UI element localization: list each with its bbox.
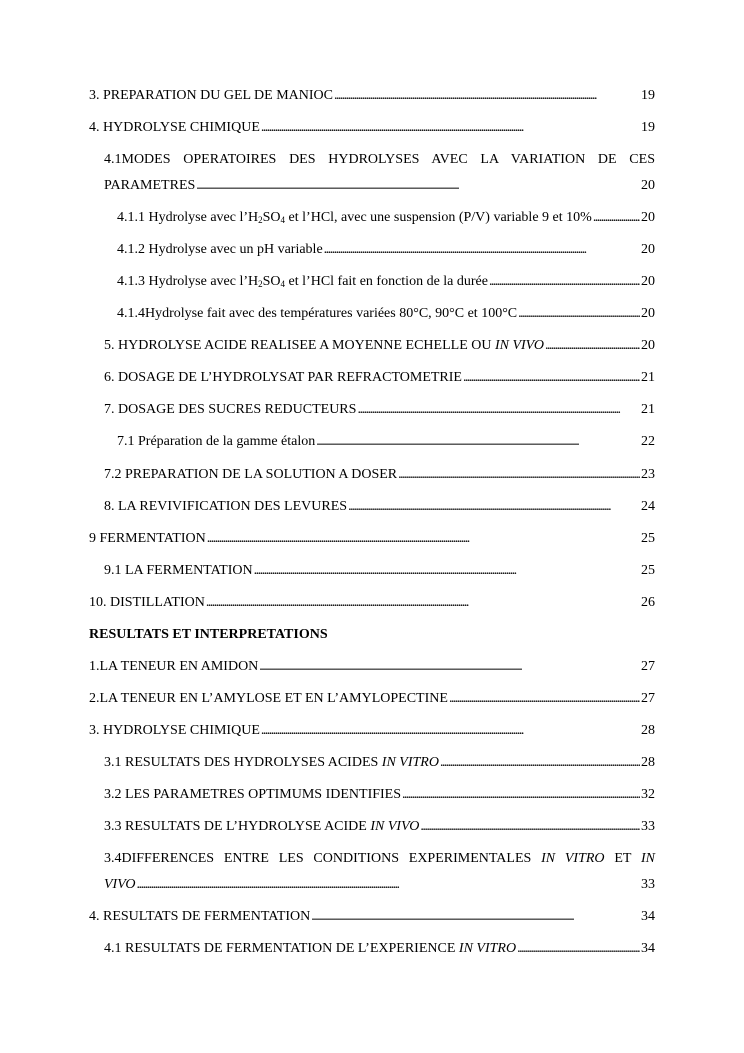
dot-leader	[196, 178, 640, 194]
toc-entry	[117, 274, 655, 290]
toc-entry	[89, 531, 655, 547]
toc-entry	[117, 434, 655, 450]
toc-entry-text: 2.LA TENEUR EN L’AMYLOSE ET EN L’AMYLOPECTINE	[89, 691, 448, 706]
toc-entry-text: 1.LA TENEUR EN AMIDON	[89, 659, 259, 674]
dot-leader	[357, 402, 640, 418]
toc-page-number: 27	[641, 659, 655, 674]
dot-leader	[518, 306, 640, 322]
toc-page-number: 34	[641, 941, 655, 956]
dot-leader	[207, 531, 640, 547]
toc-entry-text: 4.1.4Hydrolyse fait avec des températures variées 80°C, 90°C et 100°C	[117, 306, 518, 321]
toc-page-number: 22	[641, 434, 655, 449]
toc-entry	[104, 467, 655, 483]
toc-page-number: 23	[641, 467, 655, 482]
toc-entry	[89, 88, 655, 104]
dot-leader	[206, 595, 640, 611]
toc-page-number: 20	[641, 178, 655, 193]
dot-leader	[254, 563, 640, 579]
dot-leader	[316, 434, 640, 450]
toc-page-number: 21	[641, 370, 655, 385]
dot-leader	[440, 755, 640, 771]
dot-leader	[593, 210, 640, 226]
toc-entry	[104, 402, 655, 418]
dot-leader	[136, 877, 640, 893]
toc-entry	[104, 499, 655, 515]
toc-entry	[89, 723, 655, 739]
toc-entry-text: 4.1MODES OPERATOIRES DES HYDROLYSES AVEC LA VARIATION DE CES	[104, 152, 655, 167]
toc-entry-text: 3.1 RESULTATS DES HYDROLYSES ACIDES IN VITRO	[104, 755, 439, 770]
toc-entry	[89, 909, 655, 925]
toc-entry	[104, 338, 655, 354]
toc-entry-text: VIVO	[104, 877, 136, 892]
toc-page-number: 20	[641, 242, 655, 257]
dot-leader	[489, 274, 640, 290]
toc-entry-text: 4.1.1 Hydrolyse avec $l’H_2SO_4$ et l’HCl, avec une suspension (P/V) variable 9 et 10%	[117, 210, 592, 225]
toc-entry	[89, 595, 655, 611]
toc-entry-text: 4. HYDROLYSE CHIMIQUE	[89, 120, 260, 135]
toc-entry-text: PARAMETRES	[104, 178, 196, 193]
toc-page-number: 21	[641, 402, 655, 417]
toc-page-number: 20	[641, 210, 655, 225]
toc-entry	[104, 941, 655, 957]
toc-entry-text: 7.1 Préparation de la gamme étalon	[117, 434, 316, 449]
toc-page-number: 20	[641, 306, 655, 321]
dot-leader	[259, 659, 640, 675]
dot-leader	[398, 467, 640, 483]
dot-leader	[311, 909, 640, 925]
dot-leader	[348, 499, 640, 515]
toc-entry	[104, 877, 655, 893]
toc-entry-text: 8. LA REVIVIFICATION DES LEVURES	[104, 499, 348, 514]
dot-leader	[324, 242, 640, 258]
toc-entry-text: 3.3 RESULTATS DE L’HYDROLYSE ACIDE IN VIVO	[104, 819, 420, 834]
toc-entry-text: 7. DOSAGE DES SUCRES REDUCTEURS	[104, 402, 357, 417]
toc-entry	[104, 755, 655, 771]
toc-page-number: 33	[641, 819, 655, 834]
toc-page-number: 20	[641, 338, 655, 353]
toc-page-number: 19	[641, 120, 655, 135]
toc-entry	[104, 563, 655, 579]
toc-entry-text: 3. HYDROLYSE CHIMIQUE	[89, 723, 260, 738]
toc-page-number: 28	[641, 723, 655, 738]
toc-page-number: 25	[641, 531, 655, 546]
toc-page-number: 32	[641, 787, 655, 802]
toc-entry	[117, 210, 655, 226]
toc-page-number: 24	[641, 499, 655, 514]
dot-leader	[517, 941, 640, 957]
toc-entry	[117, 306, 655, 322]
toc-page-number: 25	[641, 563, 655, 578]
toc-entry	[89, 691, 655, 707]
toc-entry-text: 4.1 RESULTATS DE FERMENTATION DE L’EXPERIENCE IN VITRO	[104, 941, 517, 956]
toc-entry	[117, 242, 655, 258]
toc-entry	[104, 787, 655, 803]
dot-leader	[334, 88, 640, 104]
toc-entry-text: 7.2 PREPARATION DE LA SOLUTION A DOSER	[104, 467, 398, 482]
toc-page-number: 33	[641, 877, 655, 892]
toc-entry-text: 5. HYDROLYSE ACIDE REALISEE A MOYENNE ECHELLE OU IN VIVO	[104, 338, 544, 353]
toc-entry-text: 9.1 LA FERMENTATION	[104, 563, 253, 578]
toc-page-number: 19	[641, 88, 655, 103]
dot-leader	[545, 338, 640, 354]
toc-entry-text: 4.1.2 Hydrolyse avec un pH variable	[117, 242, 323, 257]
toc-page-number: 27	[641, 691, 655, 706]
dot-leader	[261, 120, 640, 136]
toc-entry-text: 4. RESULTATS DE FERMENTATION	[89, 909, 311, 924]
toc-entry-text: 9 FERMENTATION	[89, 531, 206, 546]
toc-entry	[104, 819, 655, 835]
toc-entry	[104, 178, 655, 194]
toc-entry-text: 10. DISTILLATION	[89, 595, 205, 610]
section-heading: RESULTATS ET INTERPRETATIONS	[89, 627, 328, 642]
toc-entry	[89, 120, 655, 136]
toc-page-number: 20	[641, 274, 655, 289]
toc-entry-text: 3.4DIFFERENCES ENTRE LES CONDITIONS EXPERIMENTALES IN VITRO ET IN	[104, 851, 655, 866]
toc-entry-text: 3.2 LES PARAMETRES OPTIMUMS IDENTIFIES	[104, 787, 402, 802]
toc-page-number: 26	[641, 595, 655, 610]
dot-leader	[449, 691, 640, 707]
toc-entry	[89, 659, 655, 675]
toc-page-number: 34	[641, 909, 655, 924]
dot-leader	[261, 723, 640, 739]
dot-leader	[402, 787, 640, 803]
dot-leader	[463, 370, 640, 386]
toc-entry-text: 6. DOSAGE DE L’HYDROLYSAT PAR REFRACTOMETRIE	[104, 370, 462, 385]
toc-entry-text: 4.1.3 Hydrolyse avec $l’H_2SO_4$ et l’HCl fait en fonction de la durée	[117, 274, 488, 289]
toc-page-number: 28	[641, 755, 655, 770]
dot-leader	[420, 819, 640, 835]
toc-entry	[104, 370, 655, 386]
toc-entry-text: 3. PREPARATION DU GEL DE MANIOC	[89, 88, 333, 103]
